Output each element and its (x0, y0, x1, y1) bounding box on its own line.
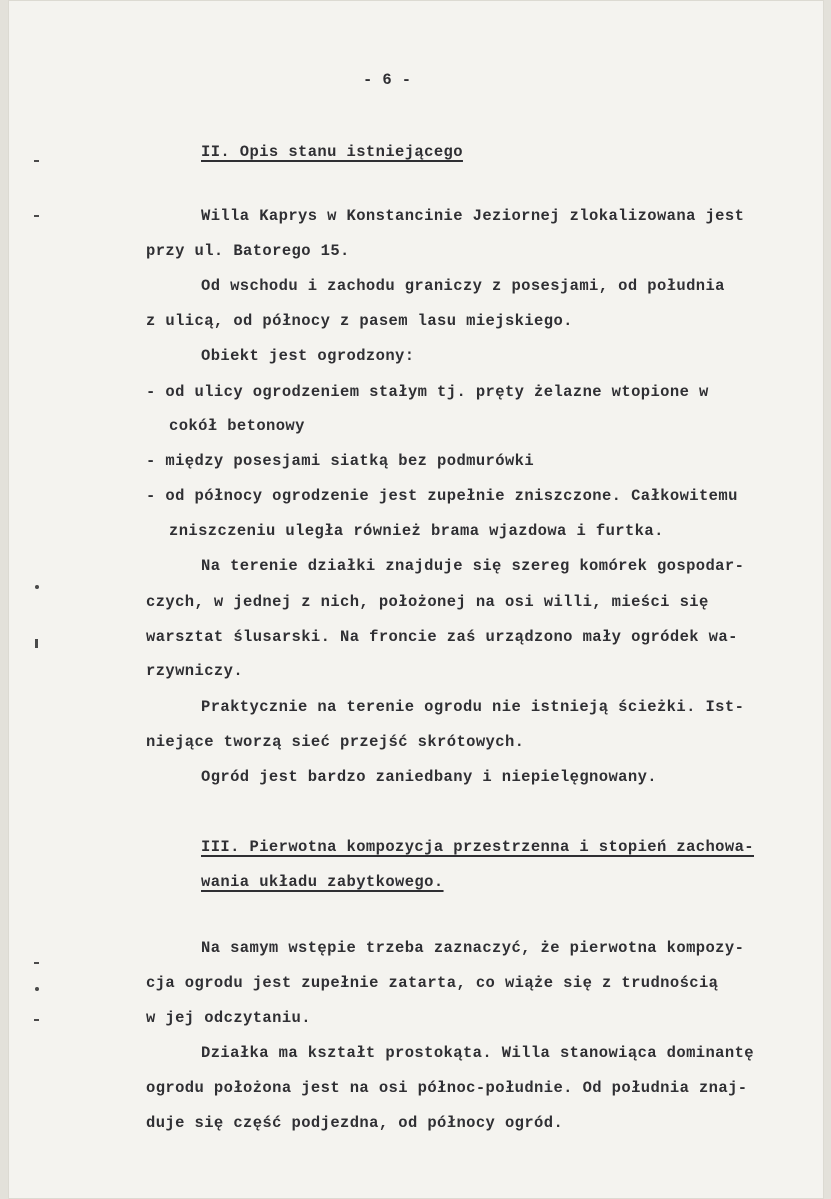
text-line: Ogród jest bardzo zaniedbany i niepielęgnowany. (201, 768, 657, 786)
text-line: warsztat ślusarski. Na froncie zaś urządzono mały ogródek wa- (146, 628, 738, 646)
text-line: cja ogrodu jest zupełnie zatarta, co wiąże się z trudnością (146, 974, 719, 992)
section-heading: III. Pierwotna kompozycja przestrzenna i stopień zachowa- (201, 838, 754, 856)
text-line: zniszczeniu uległa również brama wjazdowa i furtka. (169, 522, 664, 540)
text-line: duje się część podjezdna, od północy ogród. (146, 1114, 564, 1132)
text-line: Praktycznie na terenie ogrodu nie istnieją ścieżki. Ist- (201, 698, 745, 716)
margin-mark (35, 987, 39, 991)
text-line: - między posesjami siatką bez podmurówki (146, 452, 535, 470)
text-line: Od wschodu i zachodu graniczy z posesjami, od południa (201, 277, 725, 295)
section-heading: wania układu zabytkowego. (201, 873, 444, 891)
text-line: Obiekt jest ogrodzony: (201, 347, 415, 365)
text-line: niejące tworzą sieć przejść skrótowych. (146, 733, 525, 751)
text-line: Willa Kaprys w Konstancinie Jeziornej zlokalizowana jest (201, 207, 745, 225)
text-line: czych, w jednej z nich, położonej na osi willi, mieści się (146, 593, 709, 611)
text-line: - od północy ogrodzenie jest zupełnie zniszczone. Całkowitemu (146, 487, 738, 505)
text-line: Na terenie działki znajduje się szereg komórek gospodar- (201, 557, 745, 575)
document-page (8, 0, 824, 1199)
margin-mark (35, 639, 38, 648)
text-line: Na samym wstępie trzeba zaznaczyć, że pierwotna kompozy- (201, 939, 745, 957)
text-line: ogrodu położona jest na osi północ-południe. Od południa znaj- (146, 1079, 748, 1097)
text-line: - od ulicy ogrodzeniem stałym tj. pręty żelazne wtopione w (146, 383, 709, 401)
margin-mark (34, 215, 39, 217)
text-line: w jej odczytaniu. (146, 1009, 311, 1027)
margin-mark (34, 160, 39, 162)
text-line: z ulicą, od północy z pasem lasu miejskiego. (146, 312, 573, 330)
margin-mark (35, 585, 39, 589)
margin-mark (34, 1019, 39, 1021)
text-line: Działka ma kształt prostokąta. Willa stanowiąca dominantę (201, 1044, 754, 1062)
margin-mark (34, 962, 39, 964)
text-line: przy ul. Batorego 15. (146, 242, 350, 260)
page-number: - 6 - (363, 71, 412, 89)
text-line: cokół betonowy (169, 417, 305, 435)
text-line: rzywniczy. (146, 662, 244, 680)
section-heading: II. Opis stanu istniejącego (201, 143, 463, 161)
